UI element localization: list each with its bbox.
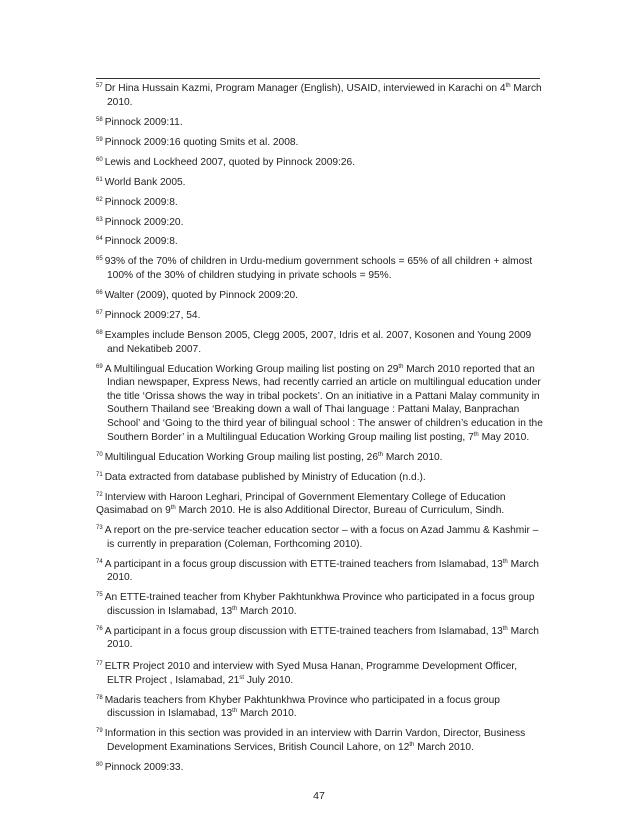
footnote-number: 57 — [96, 83, 103, 89]
footnote-number: 73 — [96, 525, 103, 532]
footnote-78 — [96, 694, 544, 721]
ordinal-suffix: th — [170, 505, 176, 512]
footnote-number: 63 — [96, 216, 103, 223]
footnote-73 — [96, 524, 544, 551]
footnote-58 — [96, 116, 544, 130]
footnote-66 — [96, 289, 544, 303]
footnote-text: March 2010. — [414, 741, 474, 753]
footnote-number: 76 — [96, 625, 103, 632]
footnote-number: 74 — [96, 558, 103, 565]
footnote-number: 71 — [96, 471, 103, 478]
footnote-text: Pinnock 2009:33. — [104, 761, 184, 773]
footnote-text: Lewis and Lockheed 2007, quoted by Pinnock 2009:26. — [104, 156, 356, 168]
footnote-69 — [96, 363, 544, 445]
footnote-71 — [96, 471, 544, 485]
footnote-text: March 2010. — [383, 451, 443, 463]
footnote-text: A participant in a focus group discussion with ETTE-trained teachers from Islamabad, 13 — [104, 625, 503, 637]
footnote-text: Information in this section was provided in an interview with Darrin Vardon, Director, Business Development Examinations Services, British Council Lahore, on 12 — [104, 728, 526, 753]
footnote-text: March 2010. — [237, 605, 297, 617]
page-number: 47 — [313, 790, 325, 802]
footnote-text: March 2010 reported that an Indian newspaper, Express News, had recently carried an article on multilingual education under the title ‘Orissa shows the way in tribal pockets’. On an initiative in a Pattani Malay community in Southern Thailand see ‘Breaking down a wall of Thai language : Pattani Malay, Banprachan School’ and ‘Going to the third year of bilingual school : The answer of children’s education in the Southern Border’ in a Multilingual Education Working Group mailing list posting, 7 — [107, 363, 543, 443]
footnote-text: A Multilingual Education Working Group mailing list posting on 29 — [104, 363, 399, 375]
footnote-number: 58 — [96, 116, 103, 123]
footnote-text: A report on the pre-service teacher education sector – with a focus on Azad Jammu & Kashmir – is currently in preparation (Coleman, Forthcoming 2010). — [104, 525, 539, 550]
ordinal-suffix: th — [502, 558, 508, 565]
footnote-75 — [96, 591, 544, 618]
footnote-text: Pinnock 2009:8. — [104, 236, 178, 248]
ordinal-suffix: th — [505, 83, 511, 89]
footnote-number: 59 — [96, 136, 103, 143]
footnote-74 — [96, 558, 544, 585]
footnote-number: 66 — [96, 290, 103, 297]
footnote-text: World Bank 2005. — [104, 176, 186, 188]
footnote-text: March 2010. — [107, 625, 539, 651]
footnote-number: 77 — [96, 661, 103, 668]
footnote-68 — [96, 329, 544, 356]
footnote-57 — [96, 82, 544, 109]
ordinal-suffix: th — [378, 451, 384, 458]
footnote-number: 68 — [96, 330, 103, 337]
ordinal-suffix: st — [239, 674, 244, 681]
ordinal-suffix: th — [232, 605, 238, 612]
footnote-text: Pinnock 2009:20. — [104, 216, 184, 228]
footnote-text: Examples include Benson 2005, Clegg 2005, 2007, Idris et al. 2007, Kosonen and Young 2009 and Nekatibeb 2007. — [104, 330, 532, 355]
footnote-76 — [96, 625, 544, 652]
footnote-text: Interview with Haroon Leghari, Principal of Government Elementary College of Education Qasimabad on 9 — [96, 491, 506, 517]
footnote-number: 64 — [96, 236, 103, 243]
footnote-text: Pinnock 2009:27, 54. — [104, 310, 201, 322]
footnotes-list — [96, 82, 544, 781]
footnote-number: 67 — [96, 310, 103, 317]
footnote-number: 61 — [96, 176, 103, 183]
footnote-text: Pinnock 2009:16 quoting Smits et al. 2008. — [104, 136, 299, 148]
footnote-62 — [96, 196, 544, 210]
footnote-59 — [96, 136, 544, 150]
footnote-number: 69 — [96, 363, 103, 370]
footnote-number: 80 — [96, 761, 103, 768]
footnote-77 — [96, 660, 544, 687]
footnote-number: 65 — [96, 256, 103, 263]
footnote-text: March 2010. — [107, 558, 539, 584]
footnote-64 — [96, 235, 544, 249]
footnote-61 — [96, 176, 544, 190]
footnote-text: Pinnock 2009:8. — [104, 196, 178, 208]
footnote-72 — [96, 491, 544, 518]
footnote-number: 70 — [96, 451, 103, 458]
footnote-79 — [96, 727, 544, 754]
footnote-63 — [96, 216, 544, 230]
ordinal-suffix: th — [398, 363, 404, 370]
footnote-text: A participant in a focus group discussion with ETTE-trained teachers from Islamabad, 13 — [104, 558, 503, 570]
footnote-text: Data extracted from database published by Ministry of Education (n.d.). — [104, 471, 426, 483]
footnote-number: 60 — [96, 156, 103, 163]
footnote-text: July 2010. — [243, 674, 294, 686]
footnote-number: 75 — [96, 592, 103, 599]
footnote-text: March 2010. — [237, 708, 297, 720]
footnote-text: Pinnock 2009:11. — [104, 116, 183, 128]
ordinal-suffix: th — [409, 741, 415, 748]
footnote-text: An ETTE-trained teacher from Khyber Pakhtunkhwa Province who participated in a focus group discussion in Islamabad, 13 — [104, 592, 535, 617]
footnote-text: May 2010. — [478, 431, 530, 443]
ordinal-suffix: th — [473, 431, 479, 438]
ordinal-suffix: th — [502, 625, 508, 632]
footnote-text: 93% of the 70% of children in Urdu-medium government schools = 65% of all children + almost 100% of the 30% of children studying in private schools = 95%. — [104, 256, 533, 282]
footnote-text: Multilingual Education Working Group mailing list posting, 26 — [104, 451, 379, 463]
footnote-number: 72 — [96, 491, 103, 498]
footnote-70 — [96, 451, 544, 465]
footnote-text: Madaris teachers from Khyber Pakhtunkhwa Province who participated in a focus group discussion in Islamabad, 13 — [104, 694, 500, 720]
footnote-text: Dr Hina Hussain Kazmi, Program Manager (English), USAID, interviewed in Karachi on 4 — [104, 83, 506, 94]
footnote-text: Walter (2009), quoted by Pinnock 2009:20. — [104, 290, 298, 302]
footnote-number: 79 — [96, 728, 103, 735]
footnote-number: 62 — [96, 196, 103, 203]
footnote-text: ELTR Project 2010 and interview with Syed Musa Hanan, Programme Development Officer, ELTR Project , Islamabad, 21 — [104, 661, 518, 686]
ordinal-suffix: th — [232, 708, 238, 715]
footnote-80 — [96, 761, 544, 775]
footnote-separator — [96, 78, 540, 79]
footnote-60 — [96, 156, 544, 170]
footnote-number: 78 — [96, 694, 103, 701]
footnote-text: March 2010. — [107, 83, 542, 108]
footnote-text: March 2010. He is also Additional Director, Bureau of Curriculum, Sindh. — [175, 505, 505, 517]
footnote-65 — [96, 255, 544, 282]
footnote-67 — [96, 309, 544, 323]
